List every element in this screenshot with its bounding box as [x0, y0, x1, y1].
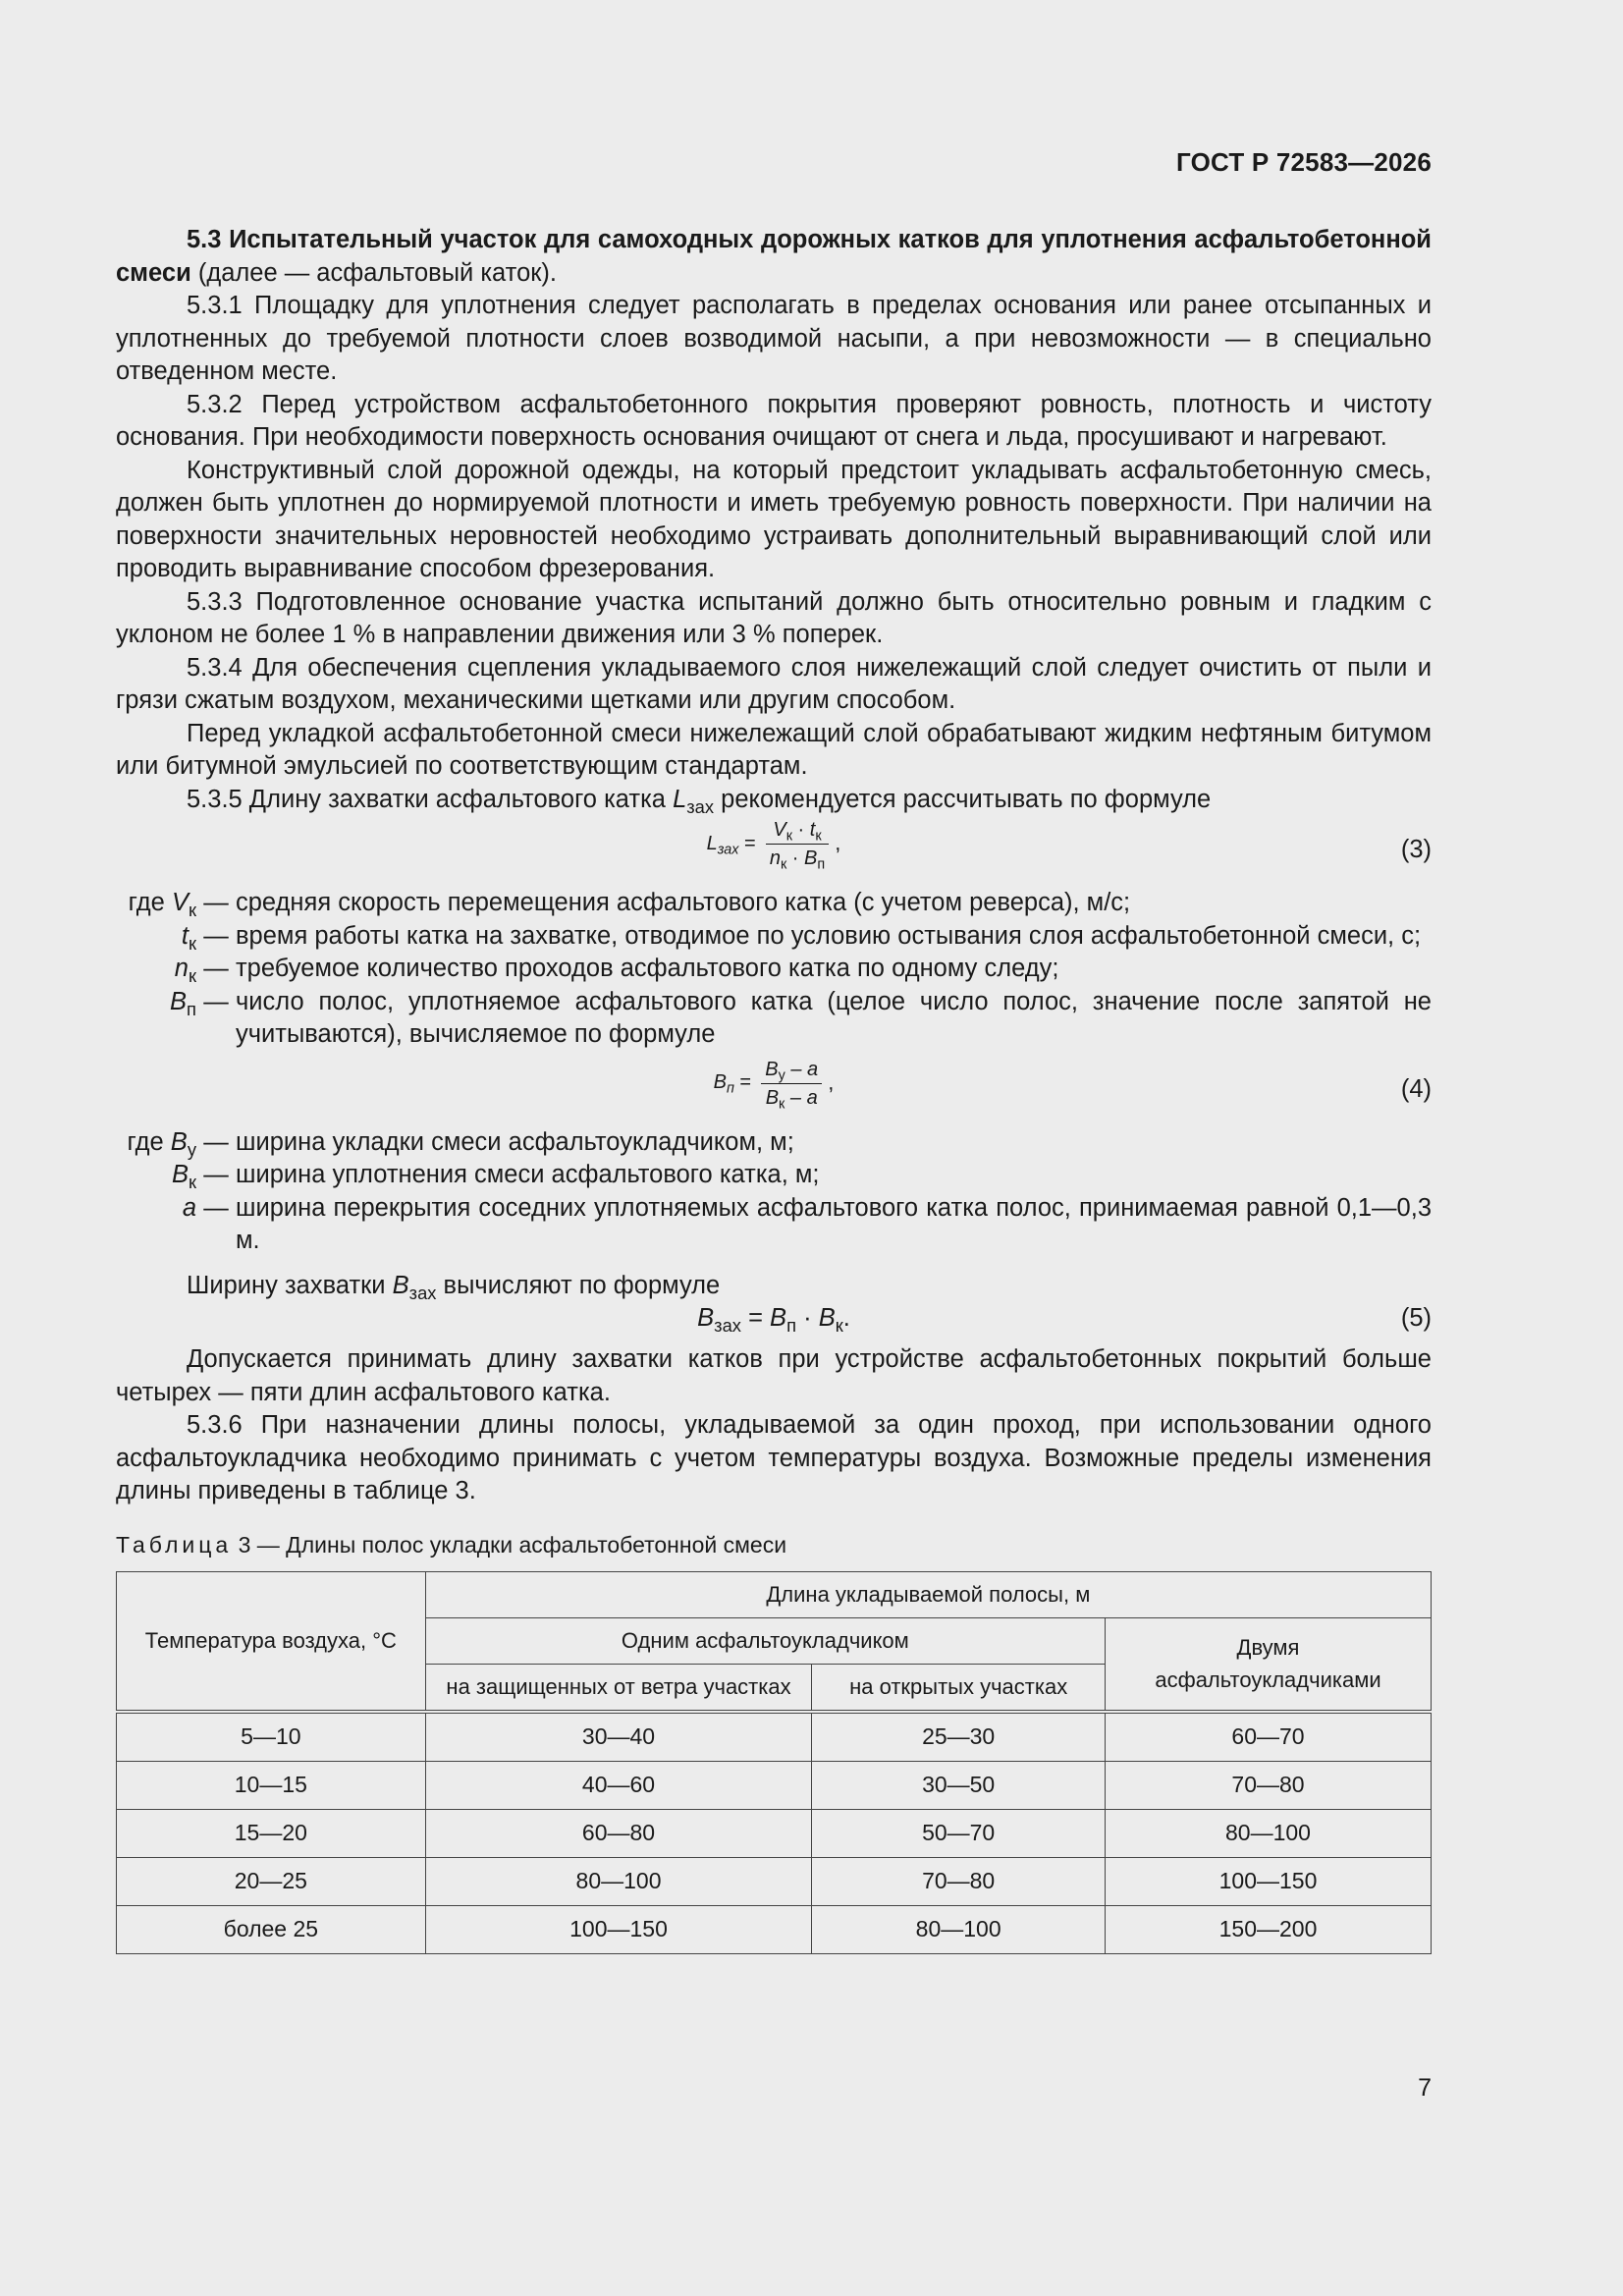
table-caption: Таблица 3 — Длины полос укладки асфальтобетонной смеси: [116, 1531, 787, 1558]
table-row: [117, 1905, 1432, 1953]
paragraph-5-3-4-continued: Перед укладкой асфальтобетонной смеси нижележащий слой обрабатывают жидким нефтяным битумом или битумной эмульсией по соответствующим стандартам.: [116, 719, 1432, 780]
section-heading-rest: (далее — асфальтовый каток).: [190, 258, 557, 287]
table-row: [117, 1761, 1432, 1809]
table-cell: 50—70: [812, 1809, 1106, 1857]
table-cell: 5—10: [117, 1712, 426, 1762]
definition-symbol: $n_к$: [174, 955, 196, 986]
definition-symbol: $B_к$: [171, 1161, 196, 1192]
table-row: [117, 1809, 1432, 1857]
table-cell: 25—30: [812, 1712, 1106, 1762]
definitions-formula-4: [116, 1126, 1432, 1258]
formula-5-number: (5): [1400, 1304, 1432, 1332]
table-cell: 70—80: [1106, 1761, 1432, 1809]
table-cell: 80—100: [1106, 1809, 1432, 1857]
formula-5: $B_{зах} = B_п \cdot B_к$. (5): [697, 1304, 1432, 1336]
definition-symbol: где $B_у$: [127, 1127, 196, 1160]
document-body: [116, 224, 1432, 1954]
section-heading-bold: 5.3 Испытательный участок для самоходных дорожных катков для уплотнения асфальтобетонной смеси: [116, 226, 1432, 287]
table-cell: 30—40: [425, 1712, 812, 1762]
table-cell: более 25: [117, 1905, 426, 1953]
table-cell: 20—25: [117, 1857, 426, 1905]
table-3: [116, 1571, 1432, 1954]
document-id: ГОСТ Р 72583—2026: [1176, 147, 1432, 177]
definition-row: где $B_у$ — ширина укладки смеси асфальтоукладчиком, м;: [116, 1126, 1432, 1160]
paragraph-5-3-2: 5.3.2 Перед устройством асфальтобетонного покрытия проверяют ровность, плотность и чистоту основания. При необходимости поверхность основания очищают от снега и льда, просушивают и нагревают.: [116, 390, 1432, 451]
table-cell: 100—150: [1106, 1857, 1432, 1905]
table-cell: 40—60: [425, 1761, 812, 1809]
formula-4: $B_п$ = $\frac{B_у - a}{B_к - a}$ , (4): [116, 1056, 1432, 1126]
paragraph-allowance: Допускается принимать длину захватки катков при устройстве асфальтобетонных покрытий больше четырех — пяти длин асфальтового катка.: [116, 1345, 1432, 1406]
definition-text: средняя скорость перемещения асфальтового катка (с учетом реверса), м/с;: [236, 889, 1131, 916]
formula-4-number: (4): [1400, 1074, 1432, 1103]
paragraph-5-3-4: 5.3.4 Для обеспечения сцепления укладываемого слоя нижележащий слой следует очистить от пыли и грязи сжатым воздухом, механическими щетками или другим способом.: [116, 653, 1432, 714]
definition-row: $t_к$ — время работы катка на захватке, отводимое по условию остывания слоя асфальтобетонной смеси, с;: [116, 920, 1432, 954]
definition-text: ширина укладки смеси асфальтоукладчиком, м;: [236, 1127, 794, 1156]
paragraph-5-3-5: 5.3.5 Длину захватки асфальтового катка $L_{зах}$ рекомендуется рассчитывать по формуле: [187, 785, 1212, 817]
table-cell: 60—80: [425, 1809, 812, 1857]
definition-symbol: a: [182, 1193, 196, 1222]
paragraph-5-3-6: 5.3.6 При назначении длины полосы, укладываемой за один проход, при использовании одного асфальтоукладчика необходимо принимать с учетом температуры воздуха. Возможные пределы изменения длины приведены в таблице 3.: [116, 1411, 1432, 1504]
formula-3: $L_{зах}$ = $\frac{V_к \cdot t_к}{n_к \cdot B_п}$ , (3): [116, 816, 1432, 887]
definition-text: время работы катка на захватке, отводимое по условию остывания слоя асфальтобетонной смеси, с;: [236, 921, 1422, 950]
paragraph-width: Ширину захватки $B_{зах}$ вычисляют по формуле: [187, 1271, 721, 1303]
formula-3-fraction: $\frac{V_к \cdot t_к}{n_к \cdot B_п}$: [766, 816, 829, 872]
definition-row: где $V_к$ — средняя скорость перемещения асфальтового катка (с учетом реверса), м/с;: [116, 887, 1432, 920]
header-temperature: Температура воздуха, °С: [117, 1571, 426, 1712]
table-row: [117, 1857, 1432, 1905]
definition-row: $B_п$ — число полос, уплотняемое асфальтового катка (целое число полос, значение после запятой не учитываются), вычисляемое по формуле: [116, 986, 1432, 1052]
table-cell: 70—80: [812, 1857, 1106, 1905]
table-cell: 150—200: [1106, 1905, 1432, 1953]
paragraph-5-3-1: 5.3.1 Площадку для уплотнения следует располагать в пределах основания или ранее отсыпанных и уплотненных до требуемой плотности слоев возводимой насыпи, а при невозможности — в специально отведенном месте.: [116, 292, 1432, 385]
definition-row: a — ширина перекрытия соседних уплотняемых асфальтового катка полос, принимаемая равной 0,1—0,3 м.: [116, 1192, 1432, 1258]
header-two-pavers: Двумя асфальтоукладчиками: [1106, 1617, 1432, 1712]
definition-text: ширина перекрытия соседних уплотняемых асфальтового катка полос, принимаемая равной 0,1—0,3 м.: [236, 1193, 1432, 1254]
definition-row: $n_к$ — требуемое количество проходов асфальтового катка по одному следу;: [116, 953, 1432, 986]
table-cell: 10—15: [117, 1761, 426, 1809]
definition-row: $B_к$ — ширина уплотнения смеси асфальтового катка, м;: [116, 1159, 1432, 1192]
header-open: на открытых участках: [812, 1664, 1106, 1712]
definition-text: ширина уплотнения смеси асфальтового катка, м;: [236, 1161, 820, 1188]
header-strip-length: Длина укладываемой полосы, м: [425, 1571, 1431, 1617]
header-protected: на защищенных от ветра участках: [425, 1664, 812, 1712]
section-heading: [116, 224, 1432, 290]
definitions-formula-3: [116, 887, 1432, 1052]
header-one-paver: Одним асфальтоукладчиком: [425, 1617, 1105, 1664]
definition-text: число полос, уплотняемое асфальтового катка (целое число полос, значение после запятой не учитываются), вычисляемое по формуле: [236, 987, 1432, 1048]
table-cell: 100—150: [425, 1905, 812, 1953]
table-cell: 80—100: [425, 1857, 812, 1905]
page-number: 7: [1418, 2074, 1432, 2102]
table-cell: 15—20: [117, 1809, 426, 1857]
definition-symbol: где $V_к$: [128, 889, 196, 920]
definition-text: требуемое количество проходов асфальтового катка по одному следу;: [236, 955, 1059, 982]
paragraph-5-3-3: 5.3.3 Подготовленное основание участка испытаний должно быть относительно ровным и гладким с уклоном не более 1 % в направлении движения или 3 % поперек.: [116, 587, 1432, 648]
table-cell: 60—70: [1106, 1712, 1432, 1762]
paragraph-5-3-2-continued: Конструктивный слой дорожной одежды, на который предстоит укладывать асфальтобетонную смесь, должен быть уплотнен до нормируемой плотности и иметь требуемую ровность поверхности. При наличии на поверхности значительных неровностей необходимо устраивать дополнительный выравнивающий слой или проводить выравнивание способом фрезерования.: [116, 456, 1432, 582]
formula-3-number: (3): [1400, 836, 1432, 863]
formula-4-fraction: $\frac{B_у - a}{B_к - a}$: [761, 1056, 822, 1112]
table-row: [117, 1712, 1432, 1762]
definition-symbol: $t_к$: [181, 921, 196, 954]
table-cell: 30—50: [812, 1761, 1106, 1809]
definition-symbol: $B_п$: [170, 987, 196, 1019]
table-cell: 80—100: [812, 1905, 1106, 1953]
